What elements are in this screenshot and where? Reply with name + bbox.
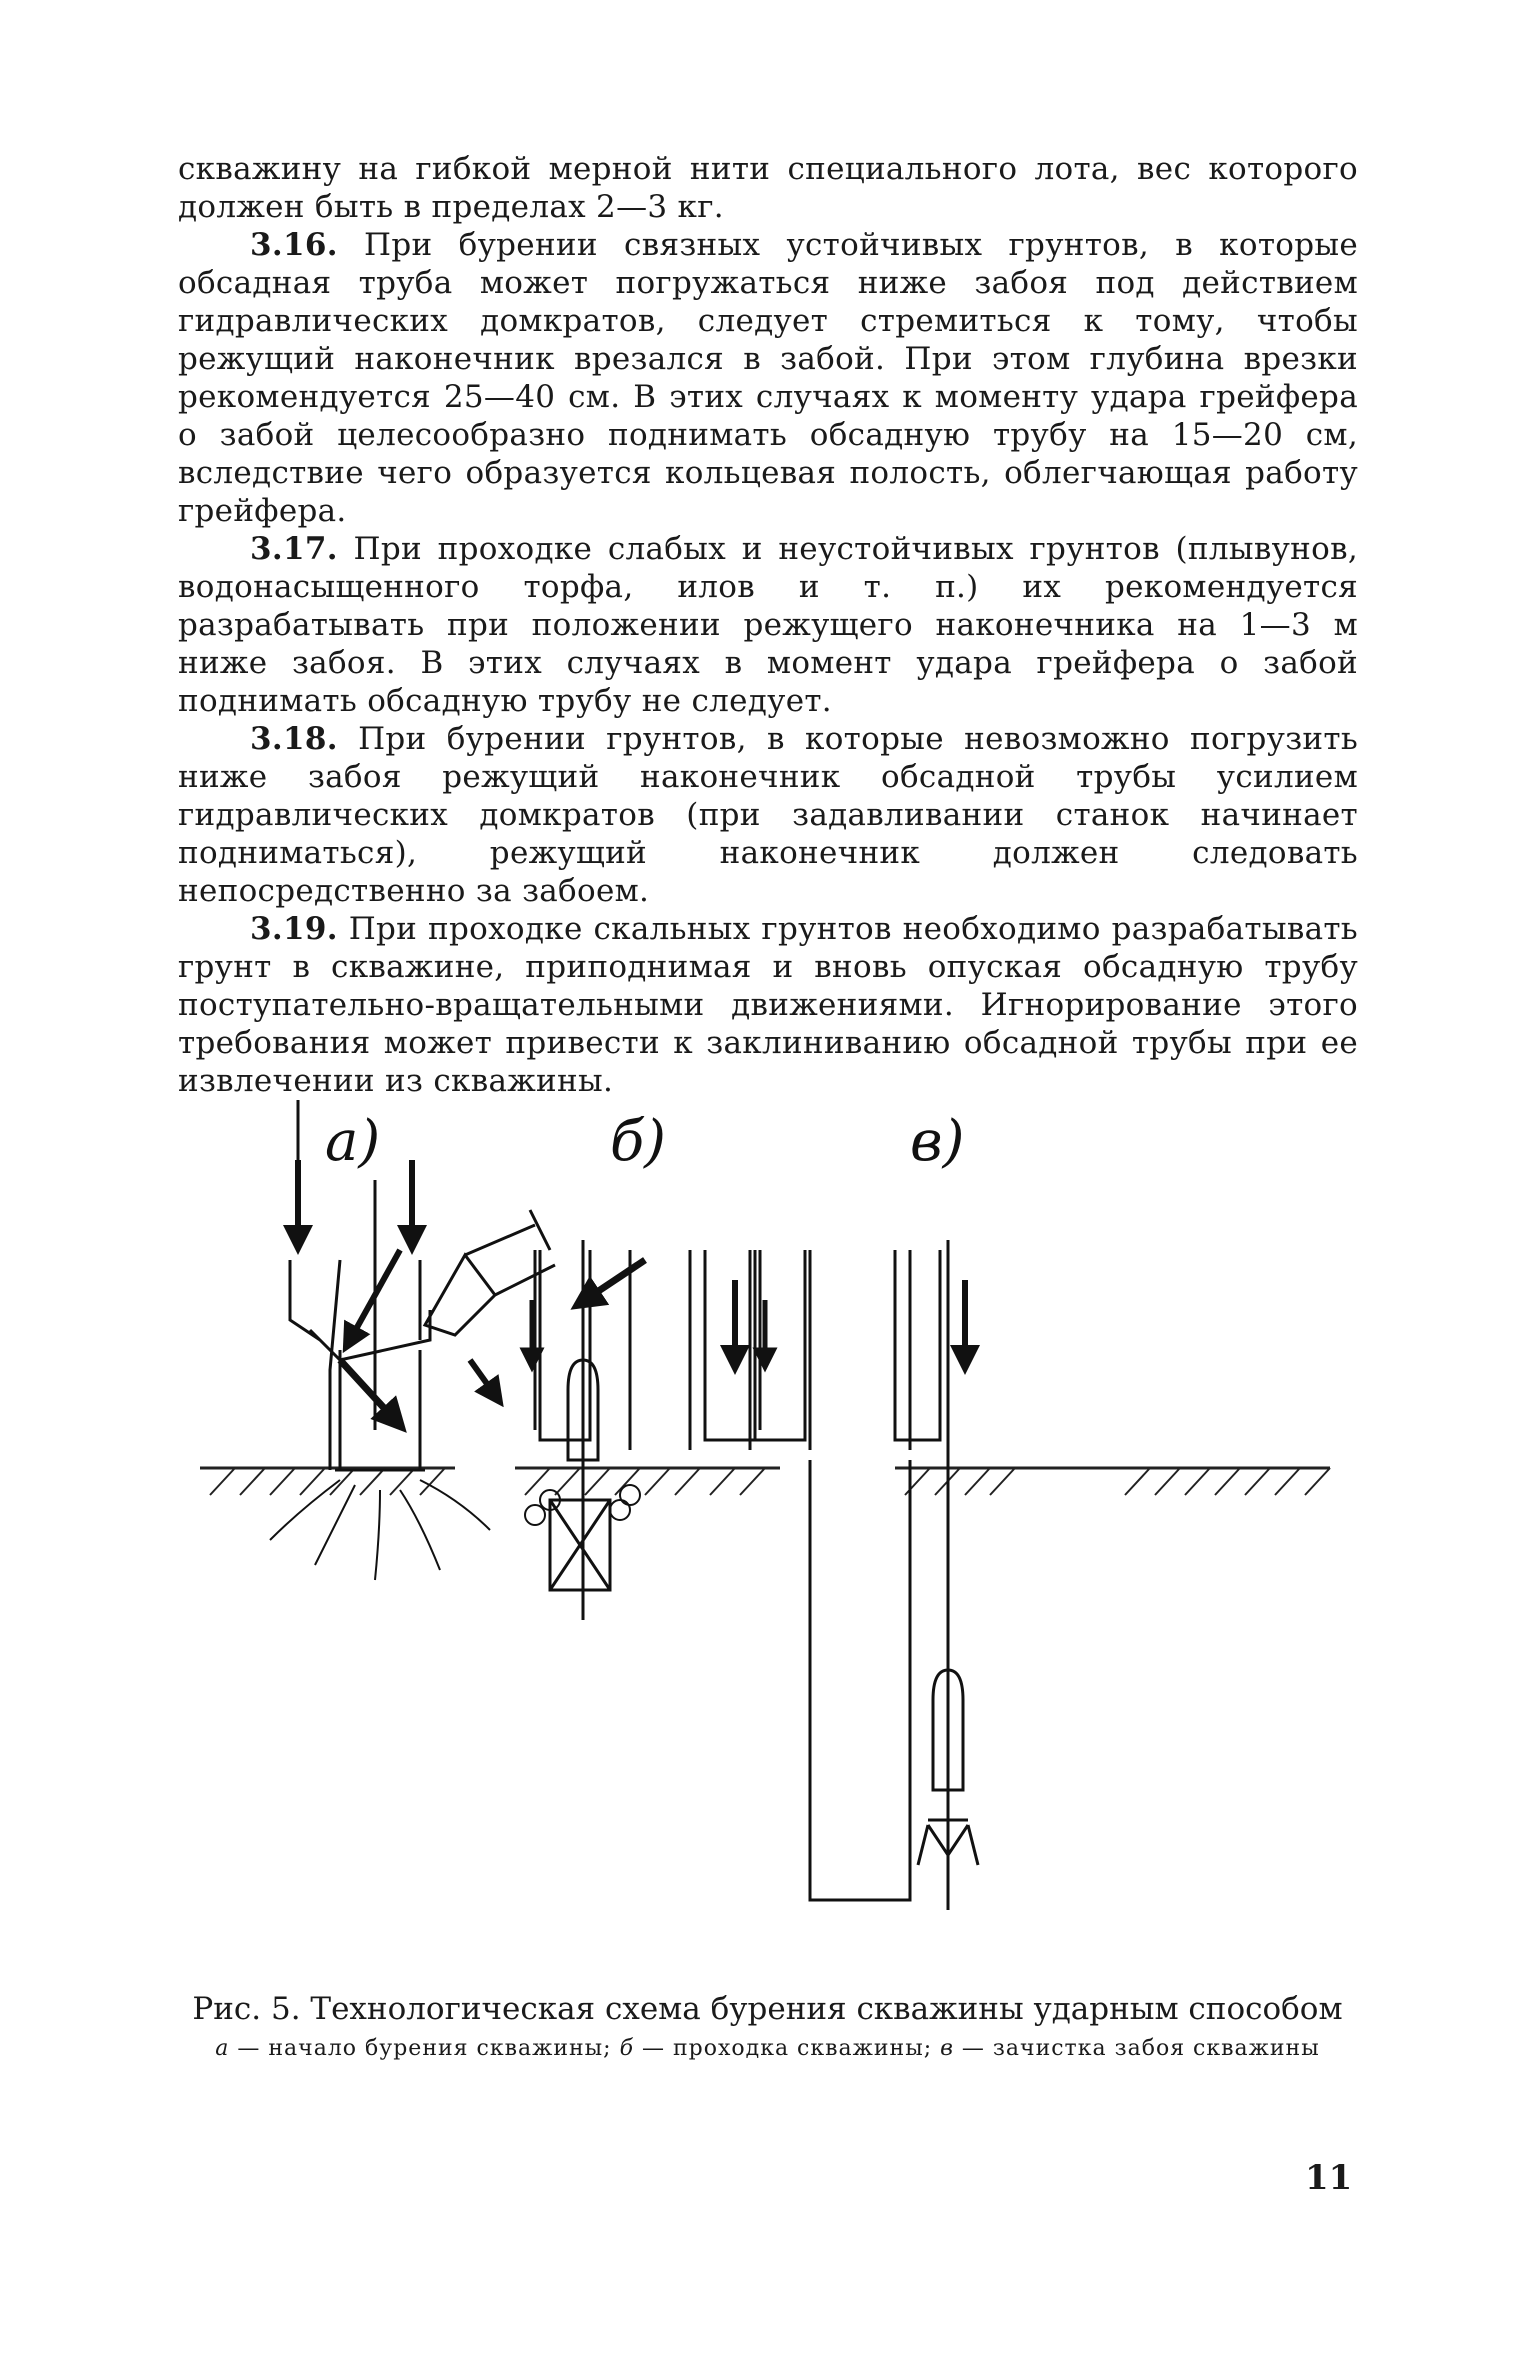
section-number: 3.16.: [250, 227, 338, 263]
panel-b-drilling: [525, 1109, 765, 1620]
paragraph-text: При проходке слабых и неустойчивых грунтов (плывунов, водонасыщенного торфа, илов и т. п.) их рекомендуется разрабатывать при положении режущего наконечника на 1—3 м ниже забоя. В этих случаях в момент удара грейфера о забой поднимать обсадную трубу не следует.: [178, 531, 1358, 719]
drilling-scheme-figure: [190, 1100, 1340, 1920]
paragraph-3-19: [178, 910, 1358, 1100]
section-number: 3.18.: [250, 721, 338, 757]
ground-surface: [200, 1468, 1330, 1495]
paragraph-text: При бурении грунтов, в которые невозможно погрузить ниже забоя режущий наконечник обсадной трубы усилием гидравлических домкратов (при задавливании станок начинает подниматься), режущий наконечник должен следовать непосредственно за забоем.: [178, 721, 1358, 909]
body-text: [178, 150, 1358, 1100]
paragraph-3-16: [178, 226, 1358, 530]
section-number: 3.19.: [250, 911, 338, 947]
caption-title: Рис. 5. Технологическая схема бурения скважины ударным способом: [192, 1991, 1343, 2027]
paragraph-3-17: [178, 530, 1358, 720]
legend-key-a: а: [215, 2036, 230, 2061]
figure-caption: [170, 1990, 1365, 2062]
legend-text-b: — проходка скважины;: [634, 2036, 941, 2061]
caption-legend: [170, 2036, 1365, 2062]
paragraph-3-18: [178, 720, 1358, 910]
legend-text-v: — зачистка забоя скважины: [953, 2036, 1320, 2061]
legend-key-b: б: [619, 2036, 635, 2061]
section-number: 3.17.: [250, 531, 338, 567]
figure-label-v: в): [910, 1109, 965, 1174]
page-number: 11: [1305, 2158, 1353, 2198]
legend-key-v: в: [940, 2036, 954, 2061]
figure-label-a: а): [325, 1109, 381, 1174]
figure-label-b: б): [610, 1109, 667, 1174]
legend-text-a: — начало бурения скважины;: [229, 2036, 620, 2061]
panel-v-cleaning: [735, 1109, 978, 1910]
panel-a-start-drilling: [270, 1100, 555, 1580]
paragraph-text: При проходке скальных грунтов необходимо разрабатывать грунт в скважине, приподнимая и вновь опуская обсадную трубу поступательно-вращательными движениями. Игнорирование этого требования может привести к заклиниванию обсадной трубы при ее извлечении из скважины.: [178, 911, 1358, 1099]
paragraph-continuation: [178, 150, 1358, 226]
paragraph-text: При бурении связных устойчивых грунтов, в которые обсадная труба может погружаться ниже забоя под действием гидравлических домкратов, следует стремиться к тому, чтобы режущий наконечник врезался в забой. При этом глубина врезки рекомендуется 25—40 см. В этих случаях к моменту удара грейфера о забой целесообразно поднимать обсадную трубу на 15—20 см, вследствие чего образуется кольцевая полость, облегчающая работу грейфера.: [178, 227, 1358, 529]
paragraph-text: скважину на гибкой мерной нити специального лота, вес которого должен быть в пределах 2—3 кг.: [178, 151, 1358, 225]
